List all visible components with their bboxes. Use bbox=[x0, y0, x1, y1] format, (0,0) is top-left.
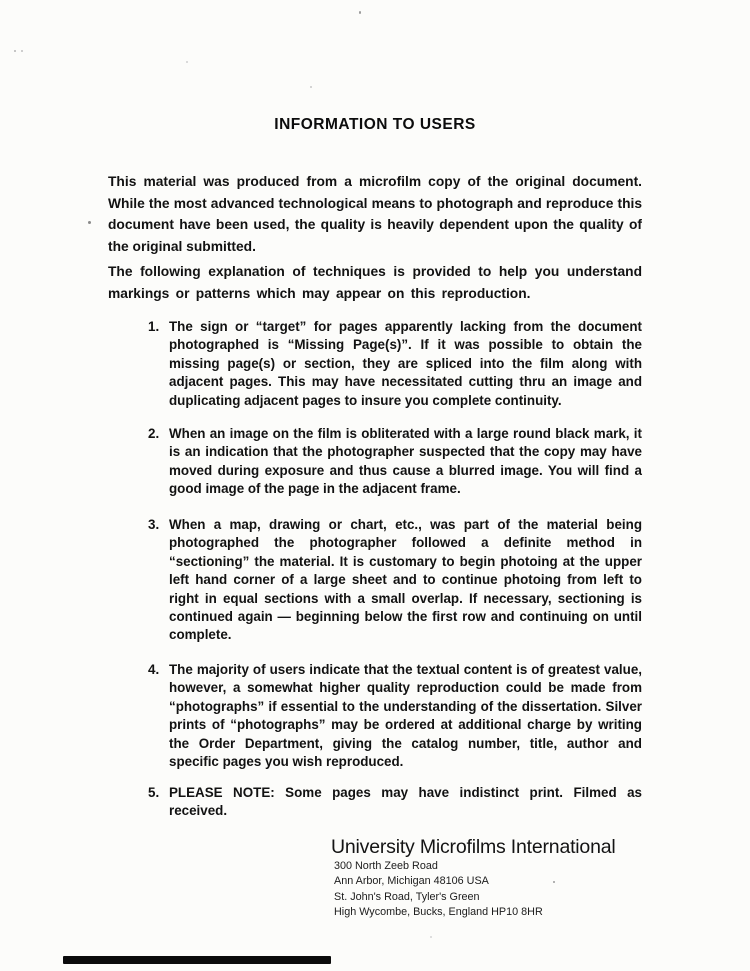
list-item-4 bbox=[148, 661, 642, 771]
list-item-3 bbox=[148, 516, 642, 645]
list-item-text: The majority of users indicate that the textual content is of greatest value, however, a somewhat higher quality reproduction could be made from “photographs” if essential to the understanding of the dissertation. Silver prints of “photographs” may be ordered at additional charge by writing the Order Department, giving the catalog number, title, author and specific pages you wish reproduced. bbox=[169, 662, 642, 770]
page-title: INFORMATION TO USERS bbox=[274, 116, 476, 133]
scan-speck bbox=[88, 221, 91, 224]
scan-speck bbox=[21, 50, 23, 52]
list-item-number: 5. bbox=[148, 785, 160, 800]
scan-speck bbox=[310, 86, 312, 88]
scan-speck bbox=[14, 50, 16, 52]
publisher-name: University Microfilms International bbox=[331, 836, 616, 858]
list-item-text: When a map, drawing or chart, etc., was part of the material being photographed the photographer followed a definite method in “sectioning” the material. It is customary to begin photoing at the upper left hand corner of a large sheet and to continue photoing from left to right in equal sections with a small overlap. If necessary, sectioning is continued again — beginning below the first row and continuing on until complete. bbox=[169, 517, 642, 643]
list-item-number: 1. bbox=[148, 319, 160, 334]
intro-paragraph-1: This material was produced from a microfilm copy of the original document. While the most advanced technological means to photograph and reproduce this document have been used, the quality is heavily dependent upon the quality of the original submitted. bbox=[108, 174, 642, 254]
list-item-text: When an image on the film is obliterated with a large round black mark, it is an indication that the photographer suspected that the copy may have moved during exposure and thus cause a blurred image. You will find a good image of the page in the adjacent frame. bbox=[169, 426, 642, 497]
list-item-number: 4. bbox=[148, 662, 160, 677]
publisher-address-uk-line1: St. John's Road, Tyler's Green bbox=[334, 891, 480, 903]
list-item-number: 2. bbox=[148, 426, 160, 441]
intro-paragraph-2: The following explanation of techniques is provided to help you understand markings or patterns which may appear on this reproduction. bbox=[108, 264, 642, 301]
list-item-2 bbox=[148, 425, 642, 499]
publisher-address-us bbox=[334, 859, 489, 889]
scan-speck bbox=[186, 61, 188, 63]
list-item-5 bbox=[148, 784, 642, 821]
publisher-address-uk-line2: High Wycombe, Bucks, England HP10 8HR bbox=[334, 906, 543, 918]
scan-artifact-bar bbox=[63, 956, 331, 964]
publisher-address-uk bbox=[334, 890, 543, 920]
scan-speck bbox=[359, 11, 361, 14]
publisher-address-us-line1: 300 North Zeeb Road bbox=[334, 860, 438, 872]
list-item-text: The sign or “target” for pages apparently lacking from the document photographed is “Missing Page(s)”. If it was possible to obtain the missing page(s) or section, they are spliced into the film along with adjacent pages. This may have necessitated cutting thru an image and duplicating adjacent pages to insure you complete continuity. bbox=[169, 319, 642, 408]
scan-speck bbox=[553, 881, 555, 883]
list-item-1 bbox=[148, 318, 642, 410]
scan-speck bbox=[430, 936, 432, 938]
publisher-address-us-line2: Ann Arbor, Michigan 48106 USA bbox=[334, 875, 489, 887]
list-item-number: 3. bbox=[148, 517, 160, 532]
list-item-text: PLEASE NOTE: Some pages may have indistinct print. Filmed as received. bbox=[169, 785, 642, 819]
